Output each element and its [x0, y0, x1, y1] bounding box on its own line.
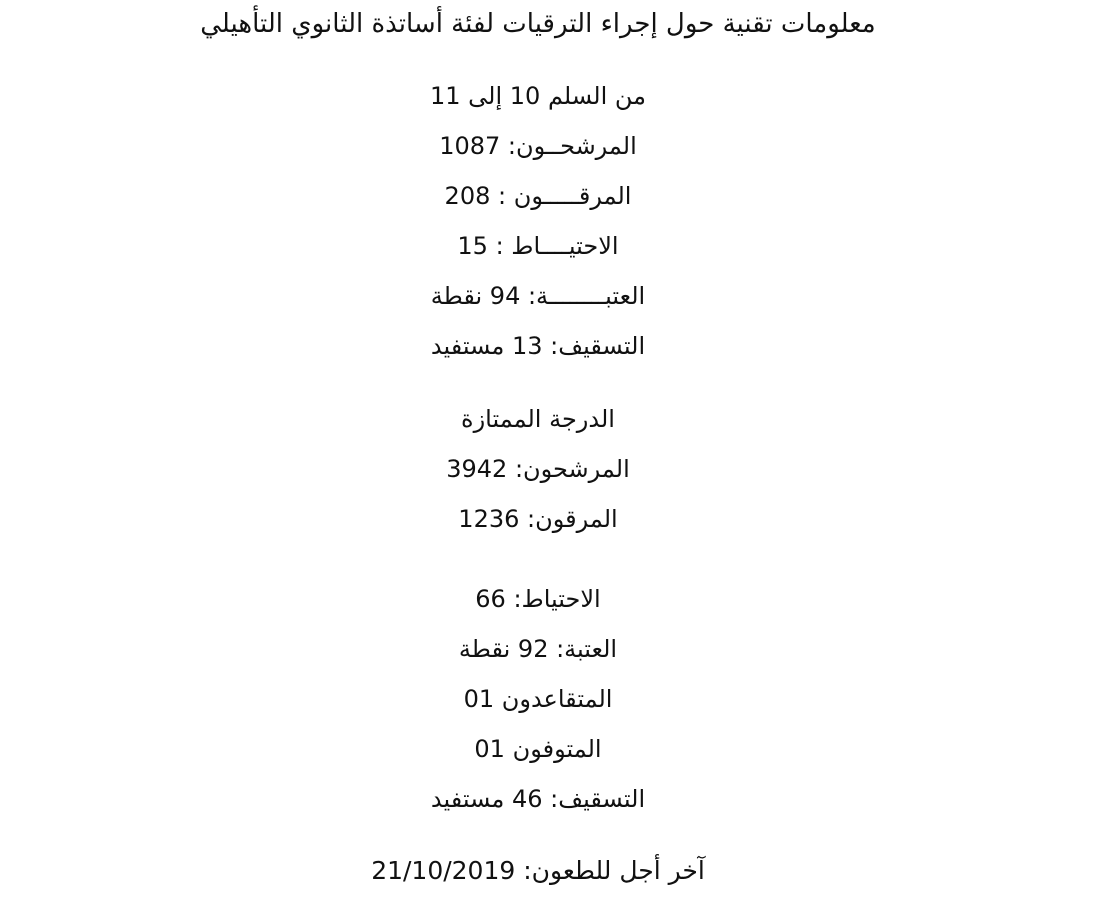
- section2-promoted: المرقون: 1236: [458, 505, 618, 533]
- section1-heading: من السلم 10 إلى 11: [429, 82, 647, 110]
- section1-promoted: المرقـــــون : 208: [444, 182, 632, 210]
- section2-heading: الدرجة الممتازة: [461, 405, 615, 433]
- section2-cap: التسقيف: 46 مستفيد: [430, 785, 646, 813]
- appeal-deadline: آخر أجل للطعون: 21/10/2019: [371, 856, 705, 885]
- section2-candidates: المرشحون: 3942: [446, 455, 630, 483]
- section2-deceased: المتوفون 01: [474, 735, 602, 763]
- document-title: معلومات تقنية حول إجراء الترقيات لفئة أساتذة الثانوي التأهيلي: [200, 9, 876, 39]
- section2-threshold: العتبة: 92 نقطة: [458, 635, 618, 663]
- section1-candidates: المرشحــون: 1087: [439, 132, 637, 160]
- section1-reserve: الاحتيــــاط : 15: [457, 232, 619, 260]
- section1-cap: التسقيف: 13 مستفيد: [430, 332, 646, 360]
- section2-retired: المتقاعدون 01: [463, 685, 613, 713]
- section1-threshold: العتبــــــــة: 94 نقطة: [430, 282, 646, 310]
- section2-reserve: الاحتياط: 66: [475, 585, 601, 613]
